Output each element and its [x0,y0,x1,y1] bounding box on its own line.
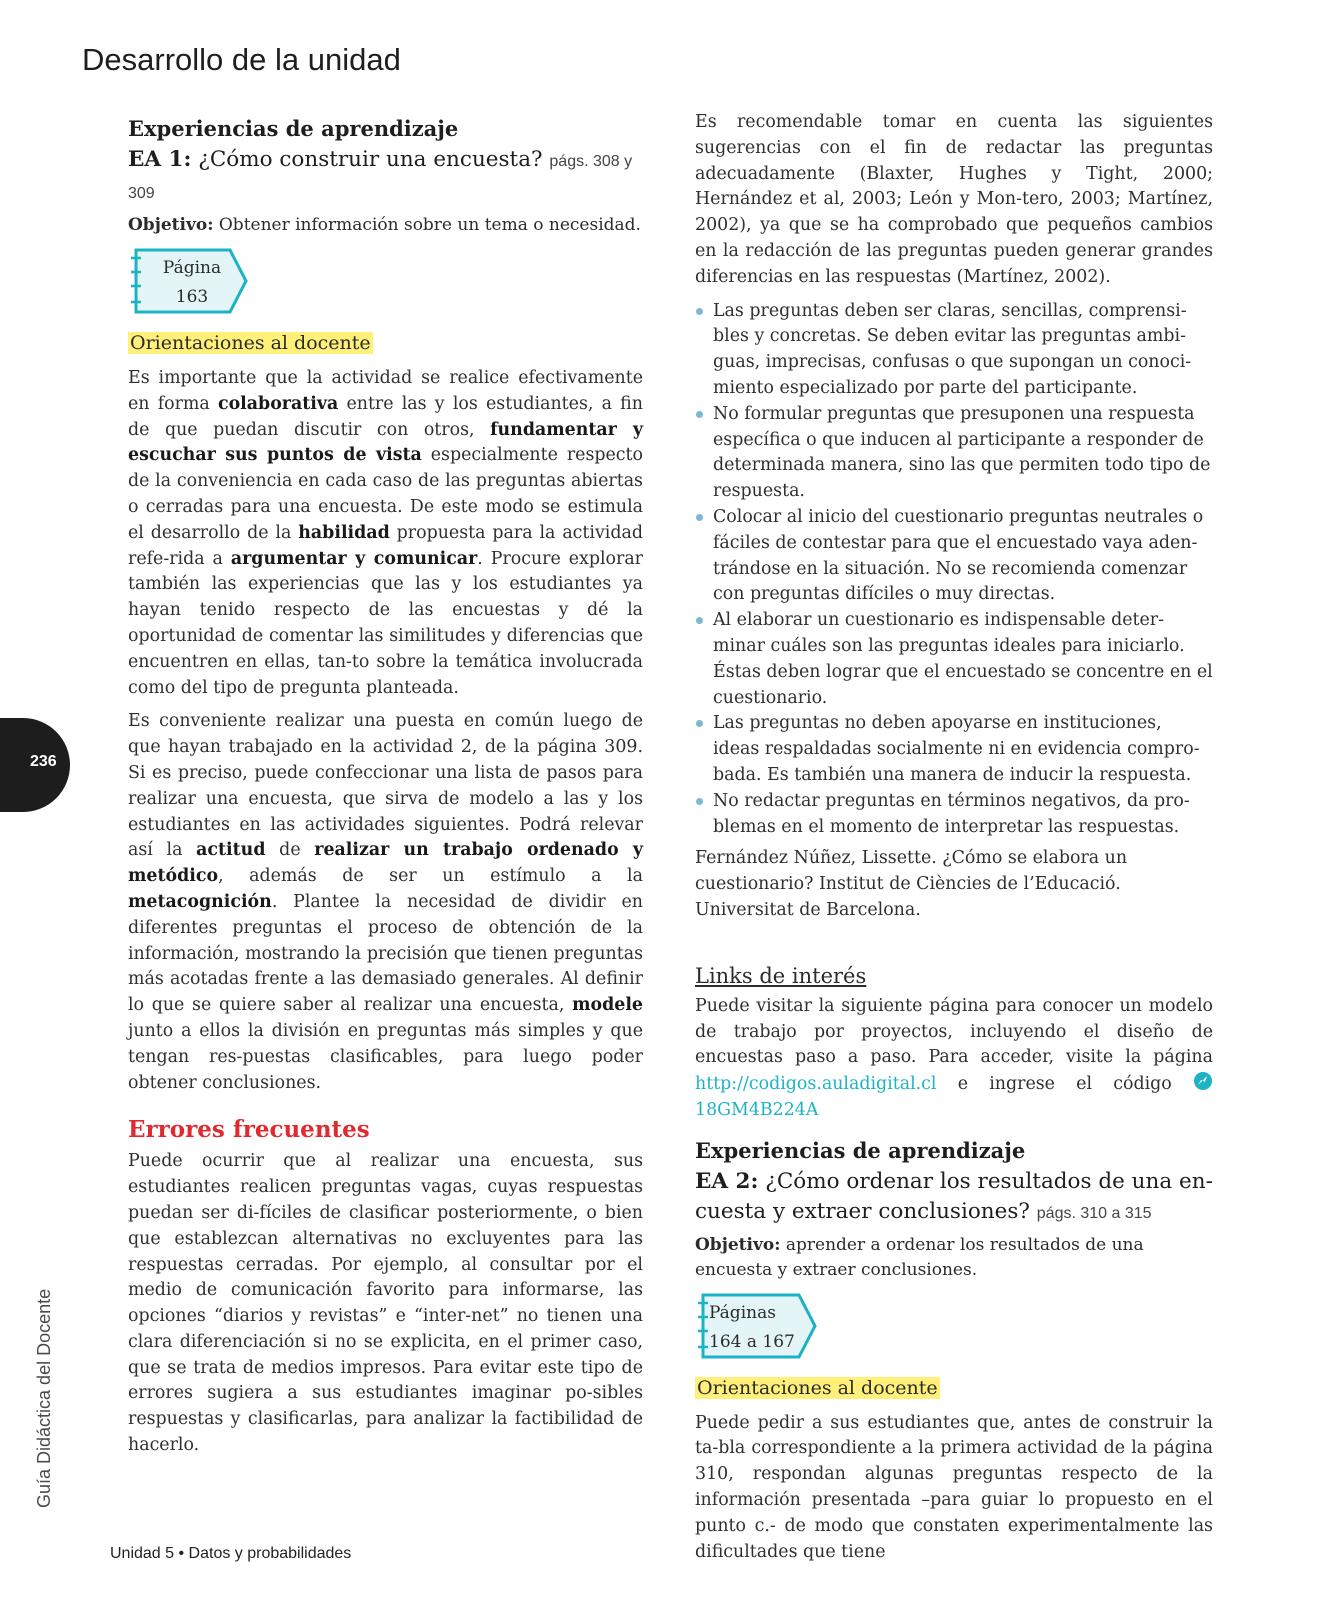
bullet-icon [696,798,703,805]
bullet-icon [696,514,703,521]
list-item: No formular preguntas que presuponen una respuesta específica o que inducen al participante a responder de determinada manera, sino las que permiten todo tipo de respuesta. [695,402,1213,505]
list-item: Al elaborar un cuestionario es indispensable deter-minar cuáles son las preguntas ideales para iniciarlo. Éstas deben lograr que el encuestado se concentre en el cuestionario. [695,608,1213,711]
list-item: Colocar al inicio del cuestionario preguntas neutrales o fáciles de contestar para que el encuestado vaya aden-trándose en la situación. No se recomienda comenzar con preguntas difíciles o muy directas. [695,505,1213,608]
side-label: Guía Didáctica del Docente [34,1288,54,1508]
page-number-tab [0,718,70,812]
ea1-title-text: ¿Cómo construir una encuesta? [191,147,543,172]
left-column [128,110,643,1467]
codigos-link[interactable]: http://codigos.auladigital.cl [695,1074,937,1095]
bullet-icon [696,720,703,727]
ea2-title-text: ¿Cómo ordenar los resultados de una en-cuesta y extraer conclusiones? [695,1168,1213,1224]
rocket-icon [1193,1071,1213,1091]
pages-tag-text [709,1299,809,1357]
ea2-pages: págs. 310 a 315 [1036,1204,1152,1222]
final-paragraph: Puede pedir a sus estudiantes que, antes de construir la ta-bla correspondiente a la primera actividad de la página 310, respondan algunas preguntas respecto de la información presentada –para guiar lo propuesto en el punto c.- de modo que constaten experimentalmente las dificultades que tiene [695,1412,1213,1562]
orientaciones-heading: Orientaciones al docente [130,332,371,354]
page-tag [128,248,254,314]
ea1-title [128,145,643,209]
links-heading: Links de interés [695,963,867,988]
paragraph-1: Es importante que la actividad se realice efectivamente en forma colaborativa entre las y los estudiantes, a fin de que puedan discutir con otros, fundamentar y escuchar sus puntos de vista especialmente respecto de la conveniencia en cada caso de las preguntas abiertas o cerradas para una encuesta. De este modo se estimula el desarrollo de la habilidad propuesta para la actividad refe-rida a argumentar y comunicar. Procure explorar también las experiencias que las y los estudiantes ya hayan tenido respecto de las encuestas y dé la oportunidad de comentar las similitudes y diferencias que encuentren en ellas, tan-to sobre la temática involucrada como del tipo de pregunta planteada. [128,368,644,698]
ea1-code: EA 1: [128,147,192,172]
right-intro: Es recomendable tomar en cuenta las siguientes sugerencias con el fin de redactar las preguntas adecuadamente (Blaxter, Hughes y Tight, 2000; Hernández et al, 2003; León y Mon-tero, 2003; Martínez, 2002), ya que se ha comprobado que pequeños cambios en la redacción de las preguntas pueden generar grandes diferencias en las respuestas (Martínez, 2002). [695,112,1213,287]
list-item: Las preguntas deben ser claras, sencillas, comprensi-bles y concretas. Se deben evitar las preguntas ambi-guas, imprecisas, confusas o que supongan un conoci-miento especializado por parte del participante. [695,299,1213,402]
pages-tag-range: 164 a 167 [709,1331,795,1352]
ea2-title [695,1167,1213,1229]
objective-text: aprender a ordenar los resultados de una encuesta y extraer conclusiones. [695,1234,1144,1280]
paragraph-2: Es conveniente realizar una puesta en común luego de que hayan trabajado en la actividad 2, de la página 309. Si es preciso, puede confeccionar una lista de pasos para realizar una encuesta, que sirva de modelo a las y los estudiantes en las actividades siguientes. Podrá relevar así la actitud de realizar un trabajo ordenado y metódico, además de ser un estímulo a la metacognición. Plantee la necesidad de dividir en diferentes preguntas el proceso de obtención de la información, mostrando la precisión que tienen preguntas más acotadas frente a las demasiado generales. Al definir lo que se quiere saber al realizar una encuesta, modele junto a ellos la división en preguntas más simples y que tengan res-puestas clasificables, para luego poder obtener conclusiones. [128,711,643,1093]
bullet-icon [696,308,703,315]
bullet-icon [696,411,703,418]
section-heading-2: Experiencias de aprendizaje [695,1137,1026,1163]
bullet-icon [696,617,703,624]
citation: Fernández Núñez, Lissette. ¿Cómo se elabora un cuestionario? Institut de Ciències de l’Educació. Universitat de Barcelona. [695,848,1128,920]
list-item: No redactar preguntas en términos negativos, da pro-blemas en el momento de interpretar las respuestas. [695,789,1213,841]
errors-paragraph: Puede ocurrir que al realizar una encuesta, sus estudiantes realicen preguntas vagas, cuyas respuestas puedan ser di-fíciles de clasificar posteriormente, o bien que establezcan alternativas no excluyentes para las respuestas cerradas. Por ejemplo, al consultar por el medio de comunicación favorito para informarse, las opciones “diarios y revistas” e “inter-net” no tienen una clara diferenciación si no se explicita, en el primer caso, que se trata de medios impresos. Para evitar este tipo de errores sugiera a sus estudiantes imaginar po-sibles respuestas y clasificarlas, para analizar la factibilidad de hacerlo. [128,1151,643,1456]
footer: Unidad 5 • Datos y probabilidades [110,1545,352,1562]
links-paragraph: Puede visitar la siguiente página para conocer un modelo de trabajo por proyectos, incluyendo el diseño de encuestas paso a paso. Para acceder, visite la página http://codigos.auladigital.cl e ingrese el código 18GM4B224A [695,995,1213,1120]
ea2-objective [695,1233,1213,1283]
suggestions-list [695,299,1213,841]
pages-tag [695,1293,819,1359]
objective-label: Objetivo: [128,215,214,235]
page-number: 236 [30,753,57,770]
errors-heading: Errores frecuentes [128,1116,370,1144]
ea1-objective [128,213,643,238]
orientaciones-heading-2: Orientaciones al docente [697,1376,938,1399]
objective-text: Obtener información sobre un tema o necesidad. [213,215,641,235]
section-heading: Experiencias de aprendizaje [128,116,459,141]
page-title: Desarrollo de la unidad [82,42,401,77]
page-tag-label: Página [162,258,222,278]
access-code: 18GM4B224A [695,1099,819,1120]
right-column [695,110,1213,1573]
ea2-code: EA 2: [695,1168,759,1194]
list-item: Las preguntas no deben apoyarse en instituciones, ideas respaldadas socialmente ni en evidencia compro-bada. Es también una manera de inducir la respuesta. [695,711,1213,788]
objective-label: Objetivo: [695,1234,781,1255]
page-tag-text [152,254,232,312]
ea1-pages: págs. 308 y 309 [128,153,633,202]
page-tag-number: 163 [175,287,209,307]
pages-tag-label: Páginas [709,1302,776,1323]
